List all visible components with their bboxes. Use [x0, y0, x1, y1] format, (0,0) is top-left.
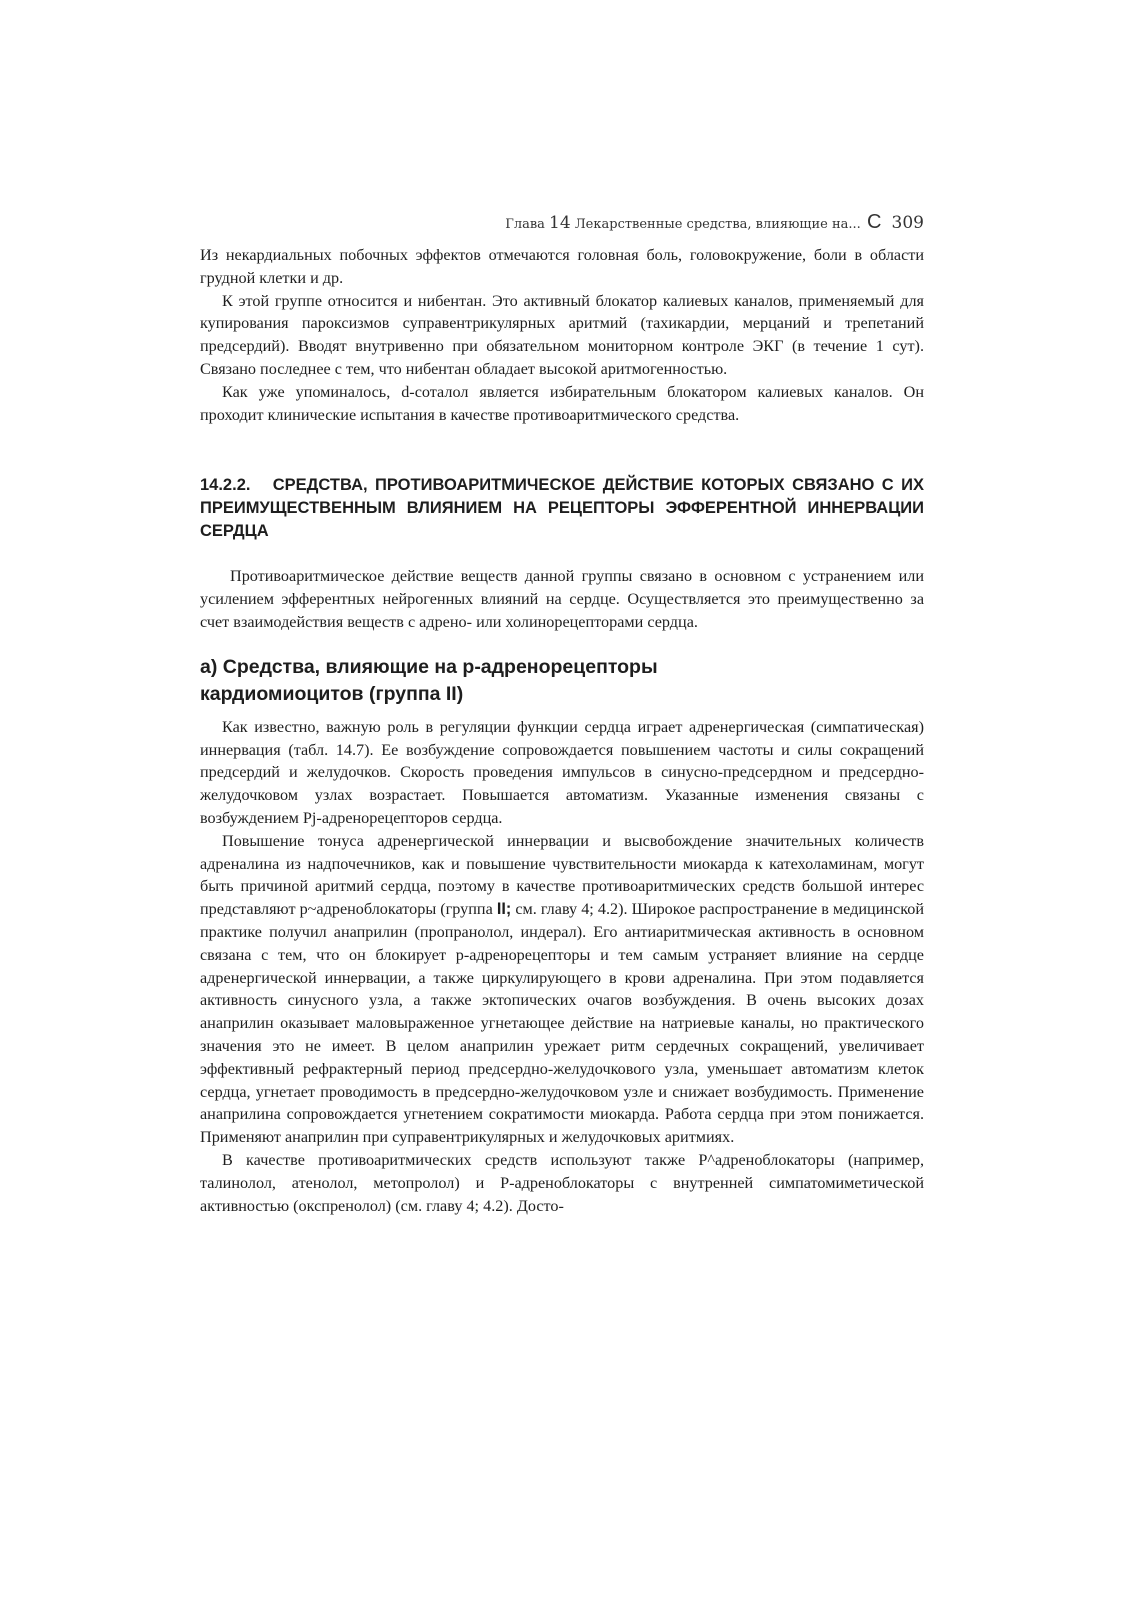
- book-page: [200, 210, 924, 1217]
- section-number: 14.2.2.: [200, 476, 251, 495]
- paragraph: Из некардиальных побочных эффектов отмечаются головная боль, головокружение, боли в области грудной клетки и др.: [200, 246, 924, 287]
- paragraph: [200, 830, 924, 1149]
- chapter-title: Лекарственные средства, влияющие на...: [574, 217, 861, 232]
- running-header: [200, 210, 924, 234]
- group-label: II;: [496, 900, 512, 919]
- paragraph: В качестве противоаритмических средств используют также Р^адреноблокаторы (например, талинолол, атенолол, метопролол) и Р-адреноблокаторы с внутренней симпатомиметической активностью (окспренолол) (см. главу 4; 4.2). Досто-: [200, 1150, 924, 1215]
- paragraph: Как уже упоминалось, d-соталол является избирательным блокатором калиевых каналов. Он проходит клинические испытания в качестве противоаритмического средства.: [200, 382, 924, 424]
- subsection-title-line1: а) Средства, влияющие на р-адренорецепторы: [200, 655, 658, 678]
- paragraph: К этой группе относится и нибентан. Это активный блокатор калиевых каналов, применяемый для купирования пароксизмов суправентрикулярных аритмий (тахикардии, мерцаний и трепетаний предсердий). Вводят внутривенно при обязательном мониторном контроле ЭКГ (в течение 1 сут). Связано последнее с тем, что нибентан обладает высокой аритмогенностью.: [200, 291, 924, 378]
- chapter-prefix: Глава: [505, 217, 545, 232]
- paragraph-text: см. главу 4; 4.2). Широкое распространение в медицинской практике получил анаприлин (пропранолол, индерал). Его антиаритмическая активность в основном связана с тем, что он блокирует р-адренорецепторы и тем самым устраняет влияние на сердце адренергической иннервации, а также циркулирующего в крови адреналина. При этом подавляется активность синусного узла, а также эктопических очагов возбуждения. В очень высоких дозах анаприлин оказывает маловыраженное угнетающее действие на натриевые каналы, но практического значения это не имеет. В целом анаприлин урежает ритм сердечных сокращений, увеличивает эффективный рефрактерный период предсердно-желудочкового узла, уменьшает автоматизм клеток сердца, угнетает проводимость в предсердно-желудочковом узле и снижает возбудимость. Применение анаприлина сопровождается угнетением сократимости миокарда. Работа сердца при этом понижается. Применяют анаприлин при суправентрикулярных и желудочковых аритмиях.: [200, 900, 925, 1147]
- section-intro: Противоаритмическое действие веществ данной группы связано в основном с устранением или усилением эфферентных нейрогенных влияний на сердце. Осуществляется это преимущественно за счет взаимодействия веществ с адрено- или холинорецепторами сердца.: [200, 567, 924, 631]
- section-heading: [200, 474, 924, 543]
- chapter-number: 14: [549, 213, 571, 233]
- subsection-heading: [200, 654, 924, 708]
- paragraph: Как известно, важную роль в регуляции функции сердца играет адренергическая (симпатическая) иннервация (табл. 14.7). Ее возбуждение сопровождается повышением частоты и силы сокращений предсердий и желудочков. Скорость проведения импульсов в синусно-предсердном и предсердно-желудочковом узлах возрастает. Повышается автоматизм. Указанные изменения связаны с возбуждением Pj-адренорецепторов сердца.: [200, 717, 924, 827]
- paragraph-text: Повышение тонуса адренергической иннервации и высвобождение значительных количеств адреналина из надпочечников, как и повышение чувствительности миокарда к катехоламинам, могут быть причиной аритмий сердца, поэтому в качестве противоаритмических средств большой интерес представляют р~адреноблокаторы (группа: [200, 831, 924, 919]
- subsection-title-line2: кардиомиоцитов (группа II): [200, 682, 464, 705]
- header-marker: С: [866, 211, 882, 233]
- page-number: 309: [891, 213, 924, 233]
- section-title: СРЕДСТВА, ПРОТИВОАРИТМИЧЕСКОЕ ДЕЙСТВИЕ КОТОРЫХ СВЯЗАНО С ИХ ПРЕИМУЩЕСТВЕННЫМ ВЛИЯНИЕМ НА РЕЦЕПТОРЫ ЭФФЕРЕНТНОЙ ИННЕРВАЦИИ СЕРДЦА: [200, 476, 924, 541]
